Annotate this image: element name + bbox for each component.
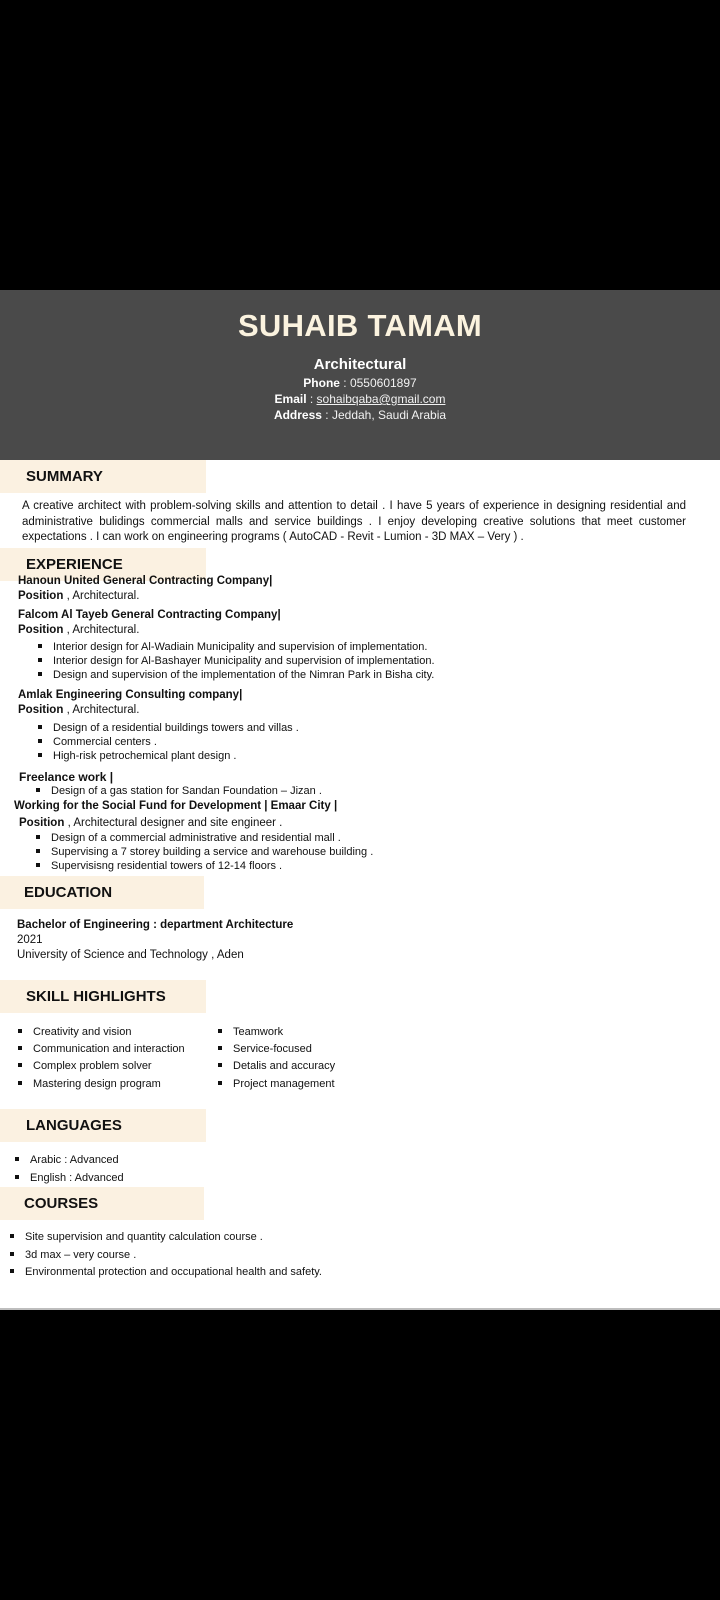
position-value: , Architectural.	[63, 590, 140, 602]
email-link[interactable]: sohaibqaba@gmail.com	[316, 392, 446, 406]
experience-heading: EXPERIENCE	[0, 548, 206, 581]
page-bottom-divider	[0, 1308, 720, 1310]
phone-line	[0, 376, 720, 390]
position-value: , Architectural designer and site engineer .	[64, 817, 283, 829]
address-label: Address	[273, 408, 322, 422]
email-line	[0, 392, 720, 406]
skill-item: Project management	[218, 1078, 335, 1090]
education-year: 2021	[17, 934, 43, 946]
resume-page	[0, 290, 720, 1310]
summary-text: A creative architect with problem-solving skills and attention to detail . I have 5 years of experience in designing residential and administrative bulidings commercial malls and service buildings . I enjoy developing creative solutions that meet customer expectations . I can work on engineering programs ( AutoCAD - Revit - Lumion - 3D MAX – Very ) .	[22, 500, 686, 543]
job-bullet: Design of a residential buildings towers and villas .	[38, 722, 299, 734]
email-separator: :	[306, 392, 317, 406]
phone-value: : 0550601897	[339, 376, 417, 390]
job-bullet: Design of a gas station for Sandan Foundation – Jizan .	[36, 785, 322, 797]
education-degree: Bachelor of Engineering : department Architecture	[17, 919, 294, 931]
position-label: Position	[18, 624, 64, 636]
phone-label: Phone	[303, 376, 340, 390]
candidate-name: SUHAIB TAMAM	[237, 308, 483, 343]
skill-item: Communication and interaction	[18, 1043, 185, 1055]
resume-header	[0, 290, 720, 460]
position-value: , Architectural.	[63, 624, 140, 636]
skill-item: Service-focused	[218, 1043, 312, 1055]
language-item: English : Advanced	[15, 1172, 124, 1184]
job-position	[18, 704, 139, 716]
job-bullet: High-risk petrochemical plant design .	[38, 750, 236, 762]
position-label: Position	[18, 590, 64, 602]
course-item: 3d max – very course .	[10, 1249, 136, 1261]
job-position	[18, 590, 139, 602]
candidate-title: Architectural	[313, 356, 407, 373]
skills-heading: SKILL HIGHLIGHTS	[0, 980, 206, 1013]
skill-item: Complex problem solver	[18, 1060, 152, 1072]
address-value: : Jeddah, Saudi Arabia	[321, 408, 447, 422]
job-company: Amlak Engineering Consulting company|	[18, 689, 243, 701]
job-bullet: Design and supervision of the implementation of the Nimran Park in Bisha city.	[38, 669, 434, 681]
education-heading: EDUCATION	[0, 876, 204, 909]
address-line	[0, 408, 720, 422]
language-item: Arabic : Advanced	[15, 1154, 119, 1166]
languages-heading: LANGUAGES	[0, 1109, 206, 1142]
skill-item: Mastering design program	[18, 1078, 161, 1090]
course-item: Site supervision and quantity calculation course .	[10, 1231, 263, 1243]
job-company: Working for the Social Fund for Development | Emaar City |	[14, 800, 338, 812]
job-bullet: Interior design for Al-Bashayer Municipality and supervision of implementation.	[38, 655, 435, 667]
courses-heading: COURSES	[0, 1187, 204, 1220]
course-item: Environmental protection and occupational health and safety.	[10, 1266, 322, 1278]
job-bullet: Commercial centers .	[38, 736, 157, 748]
position-value: , Architectural.	[63, 704, 140, 716]
skill-item: Creativity and vision	[18, 1026, 131, 1038]
job-bullet: Supervisisng residential towers of 12-14 floors .	[36, 860, 282, 872]
job-company: Falcom Al Tayeb General Contracting Company|	[18, 609, 281, 621]
job-company: Freelance work |	[19, 770, 114, 784]
education-university: University of Science and Technology , Aden	[17, 949, 244, 961]
job-bullet: Design of a commercial administrative and residential mall .	[36, 832, 341, 844]
job-bullet: Supervising a 7 storey building a service and warehouse building .	[36, 846, 373, 858]
job-position	[18, 624, 139, 636]
job-company: Hanoun United General Contracting Company|	[18, 575, 273, 587]
position-label: Position	[18, 704, 64, 716]
summary-heading: SUMMARY	[0, 460, 206, 493]
job-bullet: Interior design for Al-Wadiain Municipality and supervision of implementation.	[38, 641, 427, 653]
skill-item: Detalis and accuracy	[218, 1060, 335, 1072]
email-label: Email	[274, 392, 307, 406]
skill-item: Teamwork	[218, 1026, 283, 1038]
position-label: Position	[19, 817, 65, 829]
job-position	[19, 817, 282, 829]
